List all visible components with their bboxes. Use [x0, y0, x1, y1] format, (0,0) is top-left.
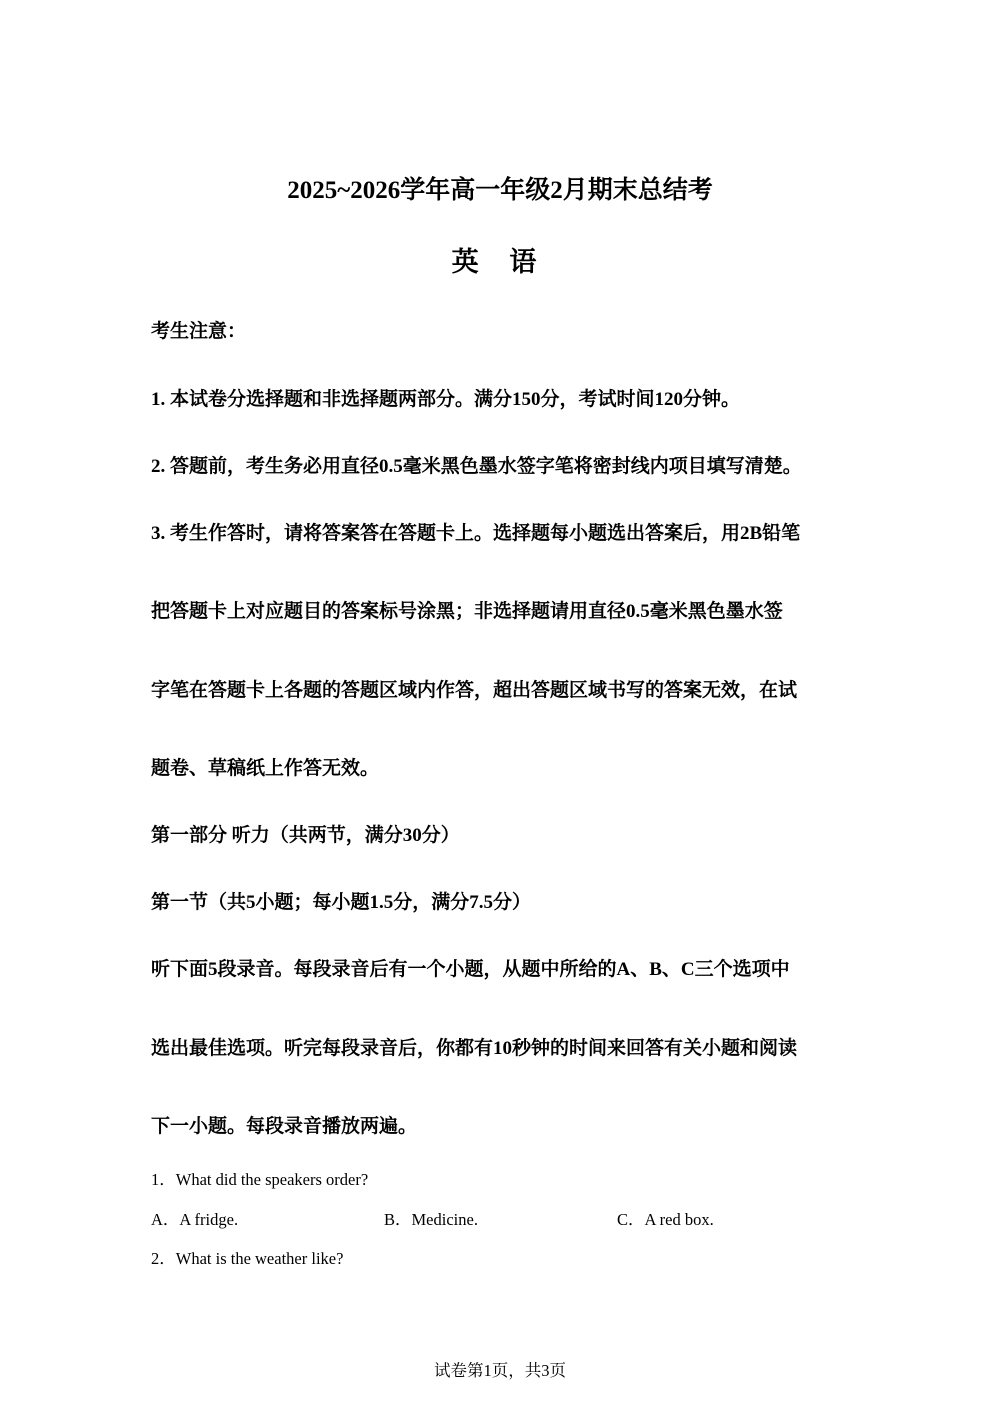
instructions-line-1: 听下面5段录音。每段录音后有一个小题，从题中所给的A、B、C三个选项中: [151, 959, 790, 980]
page-footer: 试卷第1页，共3页: [434, 1361, 566, 1380]
section1-heading: 第一节（共5小题；每小题1.5分，满分7.5分）: [151, 892, 532, 913]
part1-heading: 第一部分 听力（共两节，满分30分）: [151, 825, 460, 846]
instructions-line-2: 选出最佳选项。听完每段录音后，你都有10秒钟的时间来回答有关小题和阅读: [151, 1038, 798, 1059]
question-1-stem: 1．What did the speakers order?: [151, 1170, 369, 1189]
subject-title: 英 语: [451, 247, 549, 277]
notice-item-1: 1. 本试卷分选择题和非选择题两部分。满分150分，考试时间120分钟。: [151, 389, 741, 410]
question-1-option-c: C．A red box.: [617, 1210, 714, 1229]
notice-item-3-line-1: 3. 考生作答时，请将答案答在答题卡上。选择题每小题选出答案后，用2B铅笔: [151, 523, 801, 544]
question-2-stem: 2．What is the weather like?: [151, 1249, 344, 1268]
notice-heading: 考生注意：: [151, 321, 247, 342]
exam-title: 2025~2026学年高一年级2月期末总结考: [287, 177, 713, 204]
question-1-option-b: B．Medicine.: [384, 1210, 478, 1229]
notice-item-3-line-2: 把答题卡上对应题目的答案标号涂黑；非选择题请用直径0.5毫米黑色墨水签: [151, 601, 783, 622]
notice-item-2: 2. 答题前，考生务必用直径0.5毫米黑色墨水签字笔将密封线内项目填写清楚。: [151, 456, 802, 477]
notice-item-3-line-3: 字笔在答题卡上各题的答题区域内作答，超出答题区域书写的答案无效，在试: [151, 680, 798, 701]
question-1-option-a: A．A fridge.: [151, 1210, 239, 1229]
instructions-line-3: 下一小题。每段录音播放两遍。: [151, 1116, 418, 1137]
notice-item-3-line-4: 题卷、草稿纸上作答无效。: [151, 758, 380, 779]
